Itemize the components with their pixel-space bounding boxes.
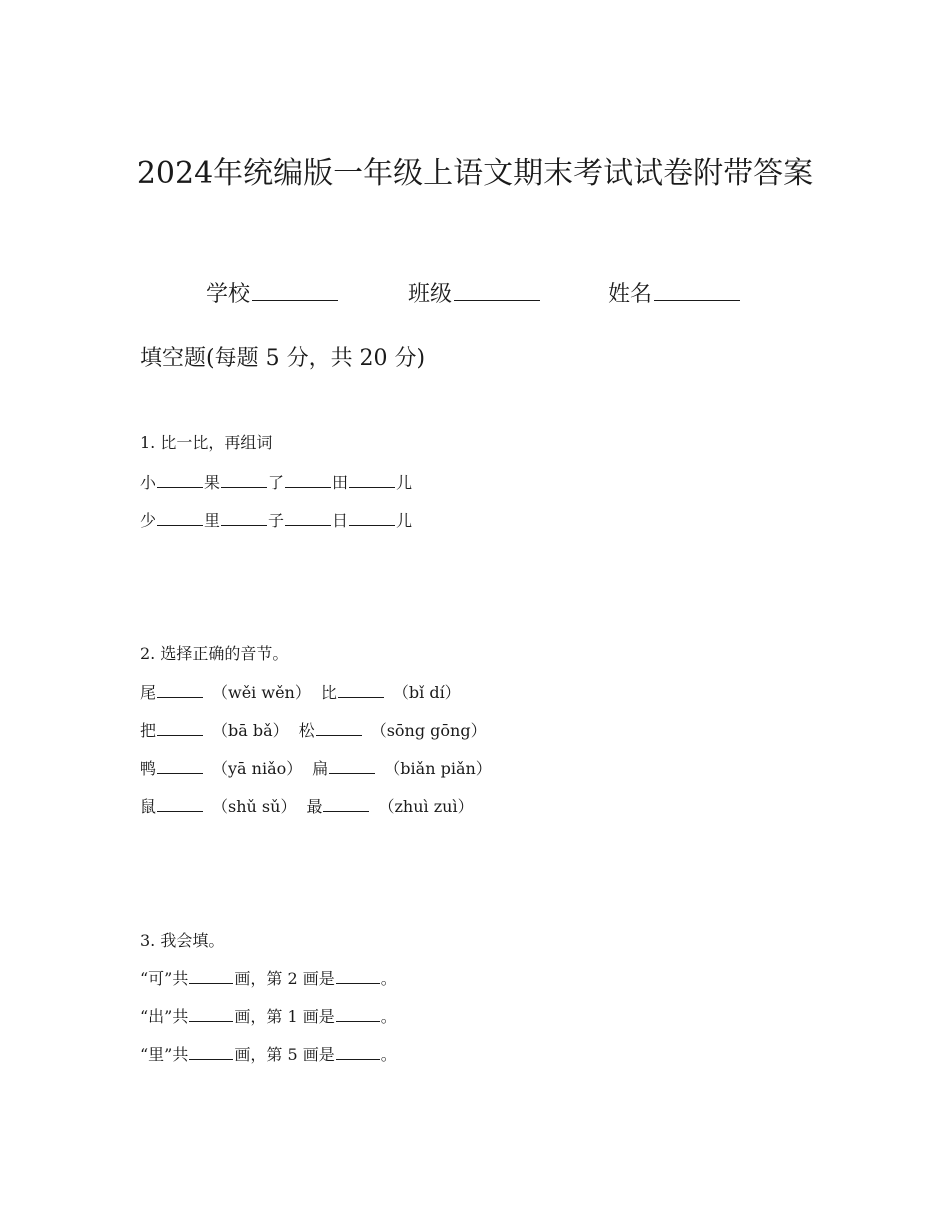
q1-char: 田 xyxy=(332,473,349,492)
q2-row-4 xyxy=(140,795,484,818)
q1-char: 了 xyxy=(268,473,285,492)
q2-blank[interactable] xyxy=(323,795,369,812)
q1-char: 儿 xyxy=(396,511,413,530)
q3-text-middle: 画，第 2 画是 xyxy=(234,969,335,988)
q2-blank[interactable] xyxy=(157,795,203,812)
q3-text-middle: 画，第 5 画是 xyxy=(234,1045,335,1064)
name-blank[interactable] xyxy=(654,276,740,301)
q2-pinyin-options: （wěi wěn） xyxy=(212,683,311,702)
q1-blank[interactable] xyxy=(221,509,267,526)
q2-blank[interactable] xyxy=(157,757,203,774)
q3-blank-stroke[interactable] xyxy=(336,967,380,984)
q1-blank[interactable] xyxy=(285,471,331,488)
section-title: 填空题(每题 5 分，共 20 分) xyxy=(140,346,426,371)
q1-blank[interactable] xyxy=(157,509,203,526)
q2-blank[interactable] xyxy=(157,719,203,736)
q1-char: 子 xyxy=(268,511,285,530)
name-field xyxy=(608,276,740,310)
q3-row-2 xyxy=(140,1005,397,1028)
q2-pinyin-options: （bā bǎ） xyxy=(212,721,289,740)
q2-blank[interactable] xyxy=(316,719,362,736)
q1-blank[interactable] xyxy=(349,509,395,526)
q2-pinyin-options: （biǎn piǎn） xyxy=(384,759,492,778)
q2-pinyin-options: （zhuì zuì） xyxy=(378,797,474,816)
q3-text-start: “可”共 xyxy=(140,969,189,988)
q2-row-1 xyxy=(140,681,471,704)
q1-blank[interactable] xyxy=(157,471,203,488)
q3-text-start: “里”共 xyxy=(140,1045,189,1064)
q2-char: 尾 xyxy=(140,683,157,702)
school-label: 学校 xyxy=(206,282,251,307)
q3-blank-count[interactable] xyxy=(189,1043,233,1060)
school-blank[interactable] xyxy=(252,276,338,301)
q2-char: 鼠 xyxy=(140,797,157,816)
page-title: 2024年统编版一年级上语文期末考试试卷附带答案 xyxy=(136,156,814,191)
q1-char: 儿 xyxy=(396,473,413,492)
q3-text-middle: 画，第 1 画是 xyxy=(234,1007,335,1026)
q2-blank[interactable] xyxy=(329,757,375,774)
q2-pinyin-options: （yā niǎo） xyxy=(212,759,303,778)
q1-row-2 xyxy=(140,509,412,532)
q1-row-1 xyxy=(140,471,412,494)
q1-blank[interactable] xyxy=(285,509,331,526)
question-2-title: 2. 选择正确的音节。 xyxy=(140,644,289,663)
question-1-title: 1. 比一比，再组词 xyxy=(140,433,273,452)
question-3-title: 3. 我会填。 xyxy=(140,931,225,950)
q1-blank[interactable] xyxy=(221,471,267,488)
q3-text-start: “出”共 xyxy=(140,1007,189,1026)
name-label: 姓名 xyxy=(608,282,653,307)
q2-row-3 xyxy=(140,757,502,780)
q3-text-end: 。 xyxy=(380,969,397,988)
class-field xyxy=(408,276,540,310)
q2-char: 把 xyxy=(140,721,157,740)
q1-blank[interactable] xyxy=(349,471,395,488)
q3-row-1 xyxy=(140,967,397,990)
q2-pinyin-options: （shǔ sǔ） xyxy=(212,797,297,816)
q1-char: 里 xyxy=(204,511,221,530)
q2-char: 松 xyxy=(298,721,315,740)
q3-row-3 xyxy=(140,1043,397,1066)
q2-char: 鸭 xyxy=(140,759,157,778)
q3-blank-count[interactable] xyxy=(189,967,233,984)
q3-blank-count[interactable] xyxy=(189,1005,233,1022)
q2-char: 比 xyxy=(320,683,337,702)
school-field xyxy=(206,276,338,310)
class-label: 班级 xyxy=(408,282,453,307)
q1-char: 少 xyxy=(140,511,157,530)
q3-blank-stroke[interactable] xyxy=(336,1043,380,1060)
q2-blank[interactable] xyxy=(157,681,203,698)
q2-pinyin-options: （bǐ dí） xyxy=(392,683,461,702)
q2-pinyin-options: （sōng gōng） xyxy=(370,721,487,740)
q2-blank[interactable] xyxy=(338,681,384,698)
q3-text-end: 。 xyxy=(380,1007,397,1026)
q3-text-end: 。 xyxy=(380,1045,397,1064)
q1-char: 果 xyxy=(204,473,221,492)
q3-blank-stroke[interactable] xyxy=(336,1005,380,1022)
q1-char: 小 xyxy=(140,473,157,492)
q1-char: 日 xyxy=(332,511,349,530)
class-blank[interactable] xyxy=(454,276,540,301)
q2-char: 最 xyxy=(306,797,323,816)
q2-row-2 xyxy=(140,719,497,742)
q2-char: 扁 xyxy=(312,759,329,778)
